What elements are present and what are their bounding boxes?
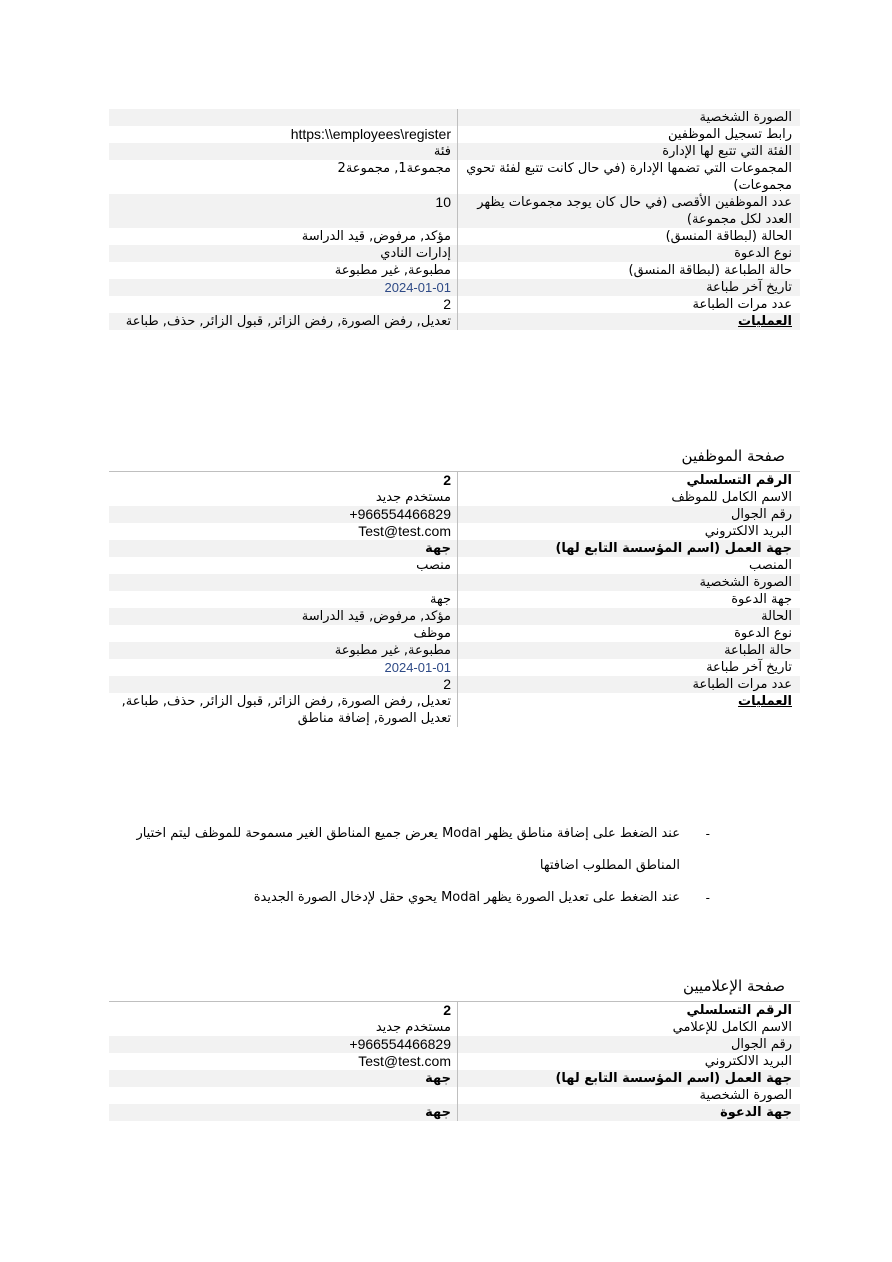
row-label: جهة العمل (اسم المؤسسة التابع لها) xyxy=(458,540,801,557)
table-row xyxy=(109,1087,800,1104)
table-row xyxy=(109,1053,800,1070)
note-text: عند الضغط على إضافة مناطق يظهر Modal يعرض جميع المناطق الغير مسموحة للموظف ليتم اختيار المناطق المطلوب اضافتها xyxy=(136,826,680,873)
row-value: جهة xyxy=(109,540,458,557)
admin-spec-table xyxy=(109,109,800,330)
row-label: عدد مرات الطباعة xyxy=(458,296,801,313)
row-label: البريد الالكتروني xyxy=(458,523,801,540)
row-label: جهة الدعوة xyxy=(458,591,801,608)
table-row xyxy=(109,228,800,245)
table-row xyxy=(109,313,800,330)
table-row xyxy=(109,279,800,296)
row-label: حالة الطباعة (لبطاقة المنسق) xyxy=(458,262,801,279)
row-value: جهة xyxy=(109,1104,458,1121)
row-label: العمليات xyxy=(458,313,801,330)
row-label: عدد مرات الطباعة xyxy=(458,676,801,693)
table-row xyxy=(109,194,800,228)
table-row xyxy=(109,262,800,279)
row-value: تعديل, رفض الصورة, رفض الزائر, قبول الزائر, حذف, طباعة, تعديل الصورة, إضافة مناطق xyxy=(121,694,451,726)
row-value: 2024-01-01 xyxy=(384,660,451,675)
table-row xyxy=(109,1036,800,1053)
table-row xyxy=(109,693,800,727)
row-label: البريد الالكتروني xyxy=(458,1053,801,1070)
row-label: الاسم الكامل للموظف xyxy=(458,489,801,506)
row-label: تاريخ آخر طباعة xyxy=(458,659,801,676)
note-text: عند الضغط على تعديل الصورة يظهر Modal يحوي حقل لإدخال الصورة الجديدة xyxy=(253,890,680,905)
table-row xyxy=(109,642,800,659)
note-item xyxy=(110,882,710,914)
row-value: 2 xyxy=(109,472,458,490)
row-value: 2 xyxy=(109,1002,458,1020)
row-label: المجموعات التي تضمها الإدارة (في حال كانت تتبع لفئة تحوي مجموعات) xyxy=(458,160,801,194)
media-section-title: صفحة الإعلاميين xyxy=(683,977,785,995)
row-label: رقم الجوال xyxy=(458,506,801,523)
table-row xyxy=(109,591,800,608)
row-label: الرقم التسلسلي xyxy=(458,1002,801,1020)
row-value: مستخدم جديد xyxy=(375,490,451,505)
notes-list xyxy=(110,818,710,914)
row-value: مستخدم جديد xyxy=(375,1020,451,1035)
table-row xyxy=(109,574,800,591)
table-row xyxy=(109,489,800,506)
row-label: الحالة (لبطاقة المنسق) xyxy=(458,228,801,245)
table-row xyxy=(109,540,800,557)
row-value: إدارات النادي xyxy=(109,245,458,262)
row-label: الصورة الشخصية xyxy=(458,1087,801,1104)
row-value: مطبوعة, غير مطبوعة xyxy=(109,642,458,659)
row-value: مؤكد, مرفوض, قيد الدراسة xyxy=(109,608,458,625)
table-row xyxy=(109,245,800,262)
row-value: مجموعة1, مجموعة2 xyxy=(337,161,451,176)
row-value: مؤكد, مرفوض, قيد الدراسة xyxy=(301,229,451,244)
table-row xyxy=(109,472,800,490)
bullet-dash: - xyxy=(705,826,710,841)
table-row xyxy=(109,1104,800,1121)
row-label: الفئة التي تتبع لها الإدارة xyxy=(458,143,801,160)
row-label: العمليات xyxy=(458,693,801,727)
row-value: 2 xyxy=(443,296,451,312)
row-label: المنصب xyxy=(458,557,801,574)
table-row xyxy=(109,143,800,160)
row-value xyxy=(109,109,458,126)
row-label: نوع الدعوة xyxy=(458,245,801,262)
bullet-dash: - xyxy=(705,890,710,905)
row-value: منصب xyxy=(416,558,451,573)
row-label: جهة العمل (اسم المؤسسة التابع لها) xyxy=(458,1070,801,1087)
row-value: تعديل, رفض الصورة, رفض الزائر, قبول الزائر, حذف, طباعة xyxy=(109,313,458,330)
row-value: مطبوعة, غير مطبوعة xyxy=(334,263,451,278)
table-row xyxy=(109,1070,800,1087)
table-row xyxy=(109,506,800,523)
row-label: الصورة الشخصية xyxy=(458,574,801,591)
employees-spec-table xyxy=(109,471,800,727)
table-row xyxy=(109,676,800,693)
row-value: +966554466829 xyxy=(109,1036,458,1053)
row-value xyxy=(109,574,458,591)
row-label: الرقم التسلسلي xyxy=(458,472,801,490)
table-row xyxy=(109,608,800,625)
table-row xyxy=(109,126,800,143)
row-value: 2024-01-01 xyxy=(109,279,458,296)
row-value: 10 xyxy=(109,194,458,228)
note-item xyxy=(110,818,710,882)
row-value: https:\\employees\register xyxy=(290,126,451,142)
row-value: Test@test.com xyxy=(358,523,451,539)
row-value: +966554466829 xyxy=(109,506,458,523)
row-label: عدد الموظفين الأقصى (في حال كان يوجد مجموعات يظهر العدد لكل مجموعة) xyxy=(458,194,801,228)
row-label: تاريخ آخر طباعة xyxy=(458,279,801,296)
table-row xyxy=(109,109,800,126)
row-label: الاسم الكامل للإعلامي xyxy=(458,1019,801,1036)
row-label: الحالة xyxy=(458,608,801,625)
employees-section-title: صفحة الموظفين xyxy=(681,447,785,465)
media-spec-table xyxy=(109,1001,800,1121)
row-label: الصورة الشخصية xyxy=(458,109,801,126)
table-row xyxy=(109,625,800,642)
table-row xyxy=(109,659,800,676)
row-value: موظف xyxy=(413,626,451,641)
row-value: 2 xyxy=(109,676,458,693)
row-value xyxy=(109,1087,458,1104)
row-value: جهة xyxy=(109,1070,458,1087)
row-label: رابط تسجيل الموظفين xyxy=(458,126,801,143)
row-label: حالة الطباعة xyxy=(458,642,801,659)
row-label: جهة الدعوة xyxy=(458,1104,801,1121)
row-value: Test@test.com xyxy=(358,1053,451,1069)
row-label: رقم الجوال xyxy=(458,1036,801,1053)
table-row xyxy=(109,296,800,313)
table-row xyxy=(109,523,800,540)
row-label: نوع الدعوة xyxy=(458,625,801,642)
row-value: جهة xyxy=(430,592,451,607)
table-row xyxy=(109,160,800,194)
row-value: فئة xyxy=(109,143,458,160)
table-row xyxy=(109,557,800,574)
table-row xyxy=(109,1002,800,1020)
table-row xyxy=(109,1019,800,1036)
